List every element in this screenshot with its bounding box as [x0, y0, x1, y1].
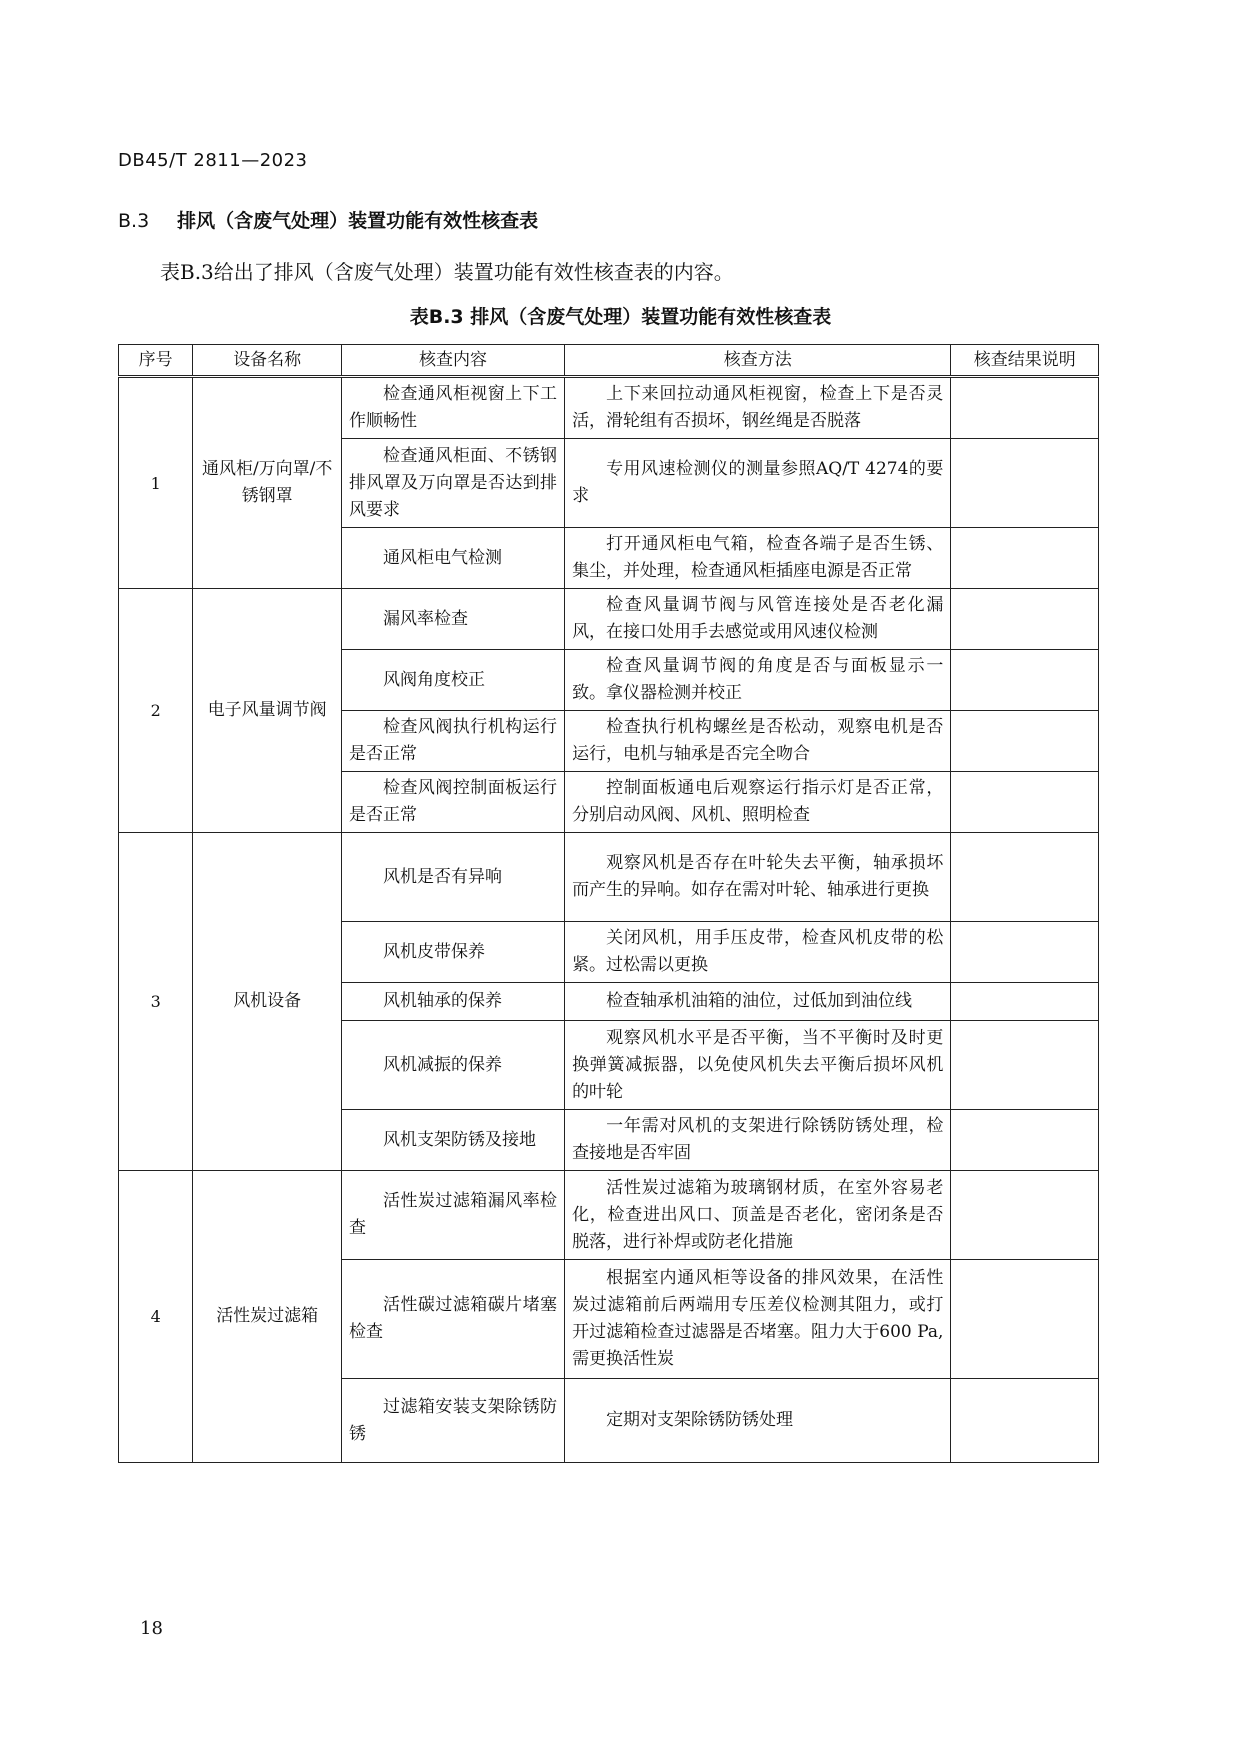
inspection-table	[118, 344, 1099, 1463]
result-cell	[951, 650, 1099, 711]
result-cell	[951, 1110, 1099, 1171]
table-row	[119, 833, 1099, 922]
result-cell	[951, 983, 1099, 1021]
method-cell: 打开通风柜电气箱，检查各端子是否生锈、集尘，并处理，检查通风柜插座电源是否正常	[565, 528, 951, 589]
content-cell: 通风柜电气检测	[342, 528, 565, 589]
header-seq: 序号	[119, 345, 193, 377]
section-heading	[118, 206, 538, 233]
content-cell: 活性炭过滤箱漏风率检查	[342, 1171, 565, 1260]
result-cell	[951, 711, 1099, 772]
result-cell	[951, 1379, 1099, 1463]
method-cell: 观察风机水平是否平衡，当不平衡时及时更换弹簧减振器，以免使风机失去平衡后损坏风机的叶轮	[565, 1021, 951, 1110]
content-cell: 风机轴承的保养	[342, 983, 565, 1021]
document-code: DB45/T 2811—2023	[118, 150, 308, 171]
result-cell	[951, 922, 1099, 983]
content-cell: 检查风阀执行机构运行是否正常	[342, 711, 565, 772]
content-cell: 风机减振的保养	[342, 1021, 565, 1110]
section-number: B.3	[118, 210, 150, 232]
device-cell: 活性炭过滤箱	[193, 1171, 342, 1463]
seq-cell: 1	[119, 377, 193, 589]
content-cell: 风阀角度校正	[342, 650, 565, 711]
seq-cell: 3	[119, 833, 193, 1171]
table-header-row	[119, 345, 1099, 377]
content-cell: 过滤箱安装支架除锈防锈	[342, 1379, 565, 1463]
content-cell: 检查通风柜面、不锈钢排风罩及万向罩是否达到排风要求	[342, 439, 565, 528]
method-cell: 检查风量调节阀与风管连接处是否老化漏风，在接口处用手去感觉或用风速仪检测	[565, 589, 951, 650]
result-cell	[951, 833, 1099, 922]
content-cell: 风机是否有异响	[342, 833, 565, 922]
table-row	[119, 377, 1099, 439]
result-cell	[951, 528, 1099, 589]
result-cell	[951, 1260, 1099, 1379]
header-device: 设备名称	[193, 345, 342, 377]
page-number: 18	[140, 1618, 163, 1639]
result-cell	[951, 1171, 1099, 1260]
method-cell: 检查执行机构螺丝是否松动，观察电机是否运行，电机与轴承是否完全吻合	[565, 711, 951, 772]
device-cell: 通风柜/万向罩/不锈钢罩	[193, 377, 342, 589]
seq-cell: 2	[119, 589, 193, 833]
method-cell: 专用风速检测仪的测量参照AQ/T 4274的要求	[565, 439, 951, 528]
method-cell: 上下来回拉动通风柜视窗，检查上下是否灵活，滑轮组有否损坏，钢丝绳是否脱落	[565, 377, 951, 439]
content-cell: 风机皮带保养	[342, 922, 565, 983]
seq-cell: 4	[119, 1171, 193, 1463]
method-cell: 关闭风机，用手压皮带，检查风机皮带的松紧。过松需以更换	[565, 922, 951, 983]
content-cell: 风机支架防锈及接地	[342, 1110, 565, 1171]
device-cell: 电子风量调节阀	[193, 589, 342, 833]
content-cell: 检查风阀控制面板运行是否正常	[342, 772, 565, 833]
method-cell: 活性炭过滤箱为玻璃钢材质，在室外容易老化，检查进出风口、顶盖是否老化，密闭条是否脱落，进行补焊或防老化措施	[565, 1171, 951, 1260]
header-content: 核查内容	[342, 345, 565, 377]
result-cell	[951, 589, 1099, 650]
device-cell: 风机设备	[193, 833, 342, 1171]
method-cell: 检查轴承机油箱的油位，过低加到油位线	[565, 983, 951, 1021]
table-title: 表B.3 排风（含废气处理）装置功能有效性核查表	[409, 306, 832, 328]
header-method: 核查方法	[565, 345, 951, 377]
result-cell	[951, 1021, 1099, 1110]
method-cell: 检查风量调节阀的角度是否与面板显示一致。拿仪器检测并校正	[565, 650, 951, 711]
content-cell: 活性碳过滤箱碳片堵塞检查	[342, 1260, 565, 1379]
method-cell: 定期对支架除锈防锈处理	[565, 1379, 951, 1463]
section-title: 排风（含废气处理）装置功能有效性核查表	[177, 210, 539, 232]
table-row	[119, 589, 1099, 650]
method-cell: 根据室内通风柜等设备的排风效果，在活性炭过滤箱前后两端用专压差仪检测其阻力，或打开过滤箱检查过滤器是否堵塞。阻力大于600 Pa,需更换活性炭	[565, 1260, 951, 1379]
content-cell: 检查通风柜视窗上下工作顺畅性	[342, 377, 565, 439]
table-row	[119, 1171, 1099, 1260]
content-cell: 漏风率检查	[342, 589, 565, 650]
result-cell	[951, 772, 1099, 833]
result-cell	[951, 377, 1099, 439]
header-result: 核查结果说明	[951, 345, 1099, 377]
section-intro: 表B.3给出了排风（含废气处理）装置功能有效性核查表的内容。	[160, 260, 734, 284]
result-cell	[951, 439, 1099, 528]
method-cell: 一年需对风机的支架进行除锈防锈处理，检查接地是否牢固	[565, 1110, 951, 1171]
method-cell: 控制面板通电后观察运行指示灯是否正常，分别启动风阀、风机、照明检查	[565, 772, 951, 833]
method-cell: 观察风机是否存在叶轮失去平衡，轴承损坏而产生的异响。如存在需对叶轮、轴承进行更换	[565, 833, 951, 922]
